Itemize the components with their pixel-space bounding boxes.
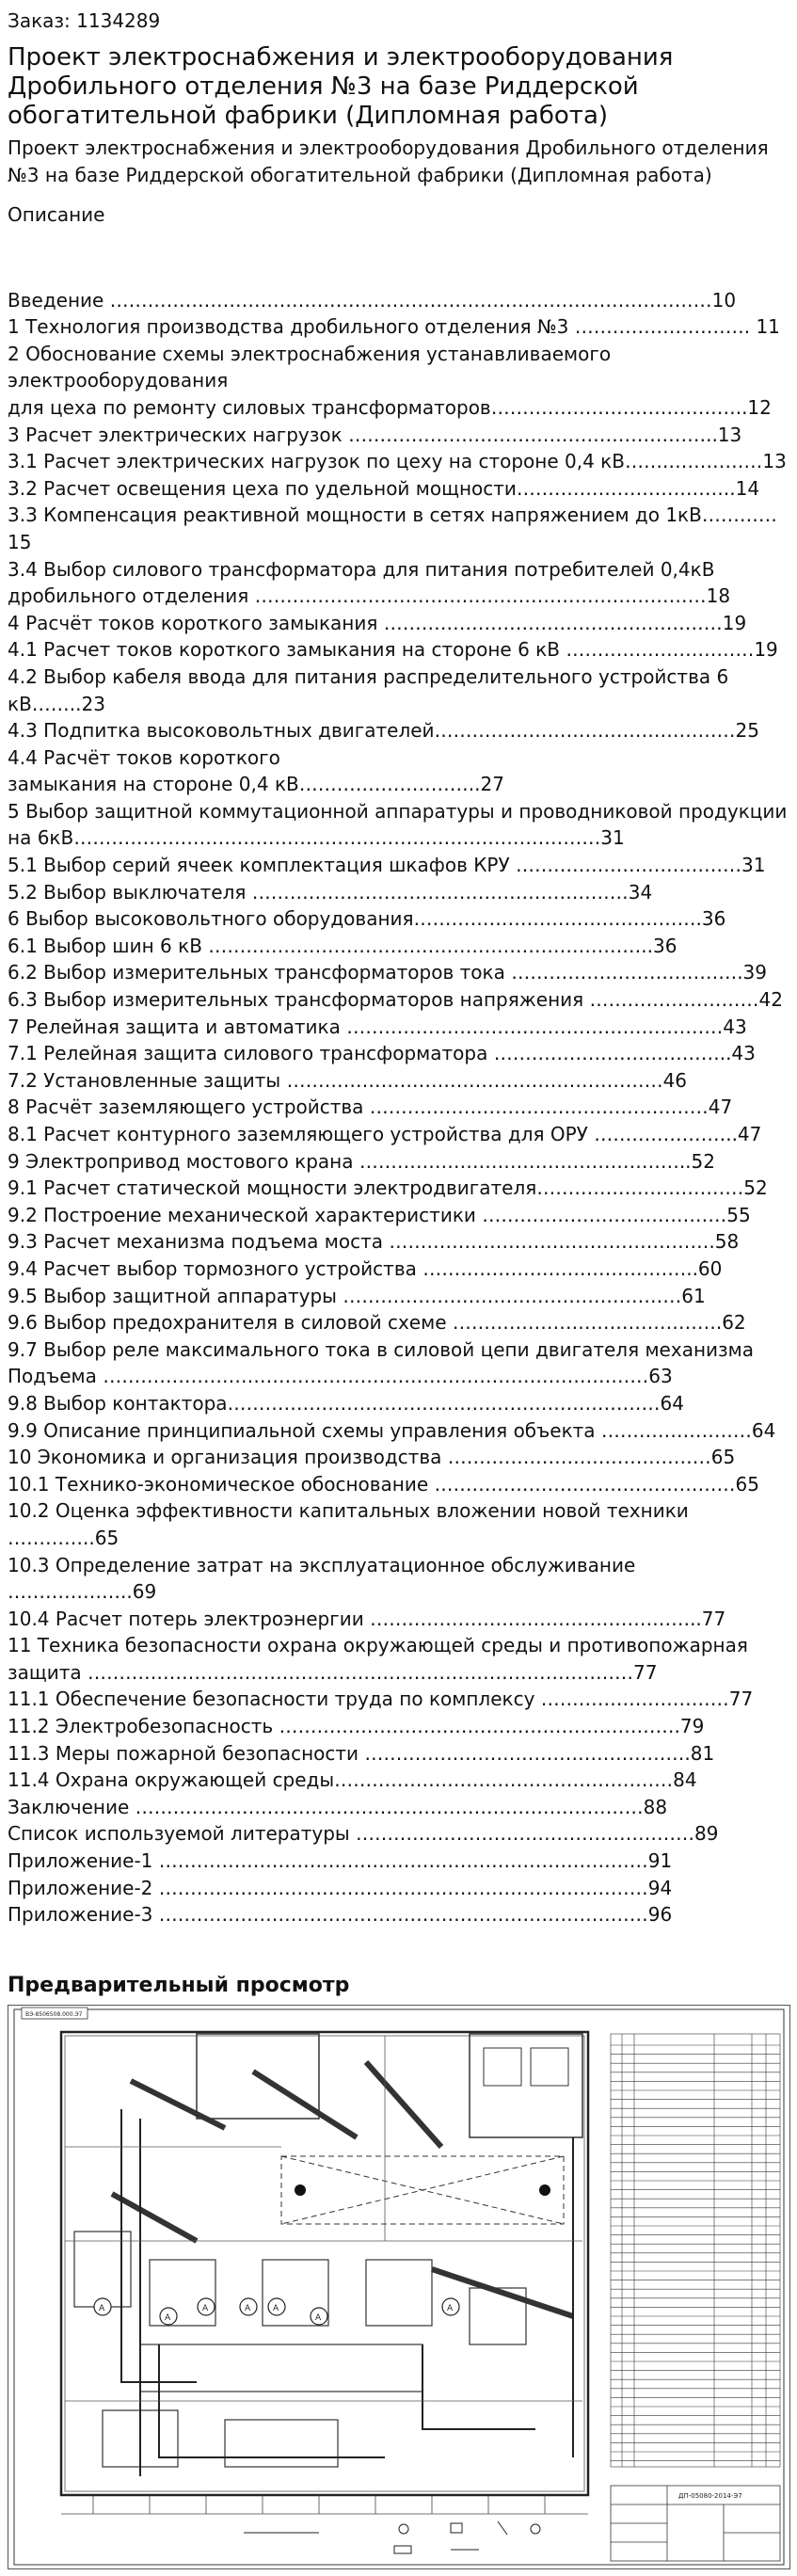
toc-item: 3 Расчет электрических нагрузок …………………………………………………..13	[8, 423, 742, 446]
stamp-code: ДП-05080-2014-Э7	[678, 2492, 742, 2500]
toc-item: 5 Выбор защитной коммутационной аппаратуры и проводниковой продукции на 6кВ…………………………………………………………………………31	[8, 799, 793, 850]
toc-item: 9.1 Расчет статической мощности электродвигателя……………………………52	[8, 1176, 768, 1200]
svg-text:A: A	[447, 2304, 454, 2313]
svg-text:A: A	[273, 2304, 279, 2313]
toc-item: Приложение-3 ……………………………………………………………………96	[8, 1903, 673, 1927]
toc-item: 9.8 Выбор контактора……………………………………………………………64	[8, 1391, 684, 1415]
toc-item: 11 Техника безопасности охрана окружающей среды и противопожарная защита ……………………………………………………………………………77	[8, 1634, 755, 1684]
toc-item: 6.1 Выбор шин 6 кВ ……………………………………………………………..36	[8, 934, 677, 957]
toc-item: Заключение ………………………………………………………………………88	[8, 1795, 668, 1818]
electrical-plan-drawing	[8, 2006, 789, 2568]
toc-item: Список используемой литературы ………………………………………………89	[8, 1822, 719, 1846]
toc-item: 5.1 Выбор серий ячеек комплектация шкафов КРУ ………………………………31	[8, 854, 766, 877]
toc-item	[8, 260, 789, 287]
toc-item: 6 Выбор высоковольтного оборудования……………………………………….36	[8, 907, 726, 931]
svg-text:A: A	[315, 2313, 322, 2323]
toc-item: 4.1 Расчет токов короткого замыкания на стороне 6 кВ …………………………19	[8, 638, 778, 662]
table-of-contents	[8, 260, 793, 1928]
toc-item: 7 Релейная защита и автоматика ……………………………………………………43	[8, 1015, 747, 1038]
order-number: Заказ: 1134289	[8, 9, 161, 32]
toc-item: 9.9 Описание принципиальной схемы управления объекта ……………………64	[8, 1418, 776, 1442]
page-title: Проект электроснабжения и электрооборудования Дробильного отделения №3 на базе Риддерской обогатительной фабрики (Дипломная работа)	[8, 43, 674, 130]
description-label: Описание	[8, 203, 105, 226]
toc-item: 3.1 Расчет электрических нагрузок по цеху на стороне 0,4 кВ…….……………13	[8, 450, 787, 473]
toc-item: Приложение-2 ……………………………………………………………………94	[8, 1876, 673, 1899]
toc-item: 10.1 Технико-экономическое обоснование …………………………………………65	[8, 1472, 759, 1496]
toc-item: 4.4 Расчёт токов короткого	[8, 745, 280, 769]
toc-item: Приложение-1 ……………………………………………………………………91	[8, 1849, 673, 1873]
preview-image[interactable]	[8, 2005, 790, 2569]
toc-item: 3.2 Расчет освещения цеха по удельной мощности……………………………..14	[8, 476, 760, 500]
toc-item: 8 Расчёт заземляющего устройства ………………………………………………47	[8, 1096, 733, 1119]
toc-item: 9.4 Расчет выбор тормозного устройства ……………………………………..60	[8, 1256, 723, 1280]
toc-item: 6.2 Выбор измерительных трансформаторов тока ……………………………….39	[8, 961, 768, 984]
toc-item: 11.4 Охрана окружающей среды………………………………………………84	[8, 1768, 697, 1792]
toc-item: 9.5 Выбор защитной аппаратуры ………………………………………………61	[8, 1284, 706, 1307]
toc-item: 9.2 Построение механической характеристики …………………………………55	[8, 1203, 751, 1226]
toc-item: замыкания на стороне 0,4 кВ………………………..27	[8, 773, 504, 796]
svg-text:A: A	[245, 2304, 251, 2313]
subtitle: Проект электроснабжения и электрооборудования Дробильного отделения №3 на базе Риддерской обогатительной фабрики (Дипломная работа)	[8, 136, 769, 186]
toc-item: 2 Обоснование схемы электроснабжения устанавливаемого электрооборудования	[8, 342, 617, 392]
toc-item: 4.2 Выбор кабеля ввода для питания распределительного устройства 6 кВ……..23	[8, 664, 735, 715]
toc-item: для цеха по ремонту силовых трансформаторов…………………………………..12	[8, 395, 772, 419]
svg-text:A: A	[99, 2304, 105, 2313]
toc-item: Введение ……………………………………………………………………………………10	[8, 288, 737, 312]
toc-item: 7.2 Установленные защиты ……………………………………………………46	[8, 1068, 688, 1092]
toc-item: 4.3 Подпитка высоковольтных двигателей…………………………………………25	[8, 719, 759, 743]
toc-item: 11.1 Обеспечение безопасности труда по комплексу …………………………77	[8, 1688, 754, 1711]
toc-item: 10.3 Определение затрат на эксплуатационное обслуживание ………………..69	[8, 1553, 642, 1604]
sheet-label: ВЭ-8506508.000.Э7	[25, 2011, 83, 2018]
toc-item: 3.4 Выбор силового трансформатора для питания потребителей 0,4кВ дробильного отделения ………………………………………………………………18	[8, 557, 731, 608]
toc-item: 6.3 Выбор измерительных трансформаторов напряжения ………………………42	[8, 988, 783, 1012]
toc-item: 9 Электропривод мостового крана ……………………………………………..52	[8, 1149, 715, 1173]
toc-item: 11.3 Меры пожарной безопасности …………………………………………….81	[8, 1741, 715, 1765]
toc-item: 10.2 Оценка эффективности капитальных вложении новой техники …………..65	[8, 1499, 695, 1549]
svg-text:A: A	[165, 2313, 171, 2323]
toc-item: 9.6 Выбор предохранителя в силовой схеме …………………………………….62	[8, 1311, 746, 1335]
toc-item: 9.7 Выбор реле максимального тока в силовой цепи двигателя механизма Подъема ……………………………………………………………………………63	[8, 1337, 760, 1388]
toc-item: 1 Технология производства дробильного отделения №3 ………………………. 11	[8, 315, 780, 339]
toc-item: 4 Расчёт токов короткого замыкания ………………………………………………19	[8, 611, 747, 634]
toc-item: 9.3 Расчет механизма подъема моста …………………………………………….58	[8, 1230, 740, 1254]
svg-text:A: A	[202, 2304, 209, 2313]
toc-item: 5.2 Выбор выключателя ……………………………………………………34	[8, 880, 653, 904]
preview-heading: Предварительный просмотр	[8, 1974, 350, 1997]
toc-item: 8.1 Расчет контурного заземляющего устройства для ОРУ …………………..47	[8, 1123, 762, 1145]
toc-item: 10.4 Расчет потерь электроэнергии ……………………………………………..77	[8, 1607, 726, 1630]
toc-item: 10 Экономика и организация производства ……………………………………65	[8, 1446, 736, 1469]
toc-item: 7.1 Релейная защита силового трансформатора ………………………………..43	[8, 1042, 756, 1065]
toc-item: 11.2 Электробезопасность ……………………………………………………….79	[8, 1715, 705, 1738]
toc-item: 3.3 Компенсация реактивной мощности в сетях напряжением до 1кВ…………15	[8, 504, 777, 553]
